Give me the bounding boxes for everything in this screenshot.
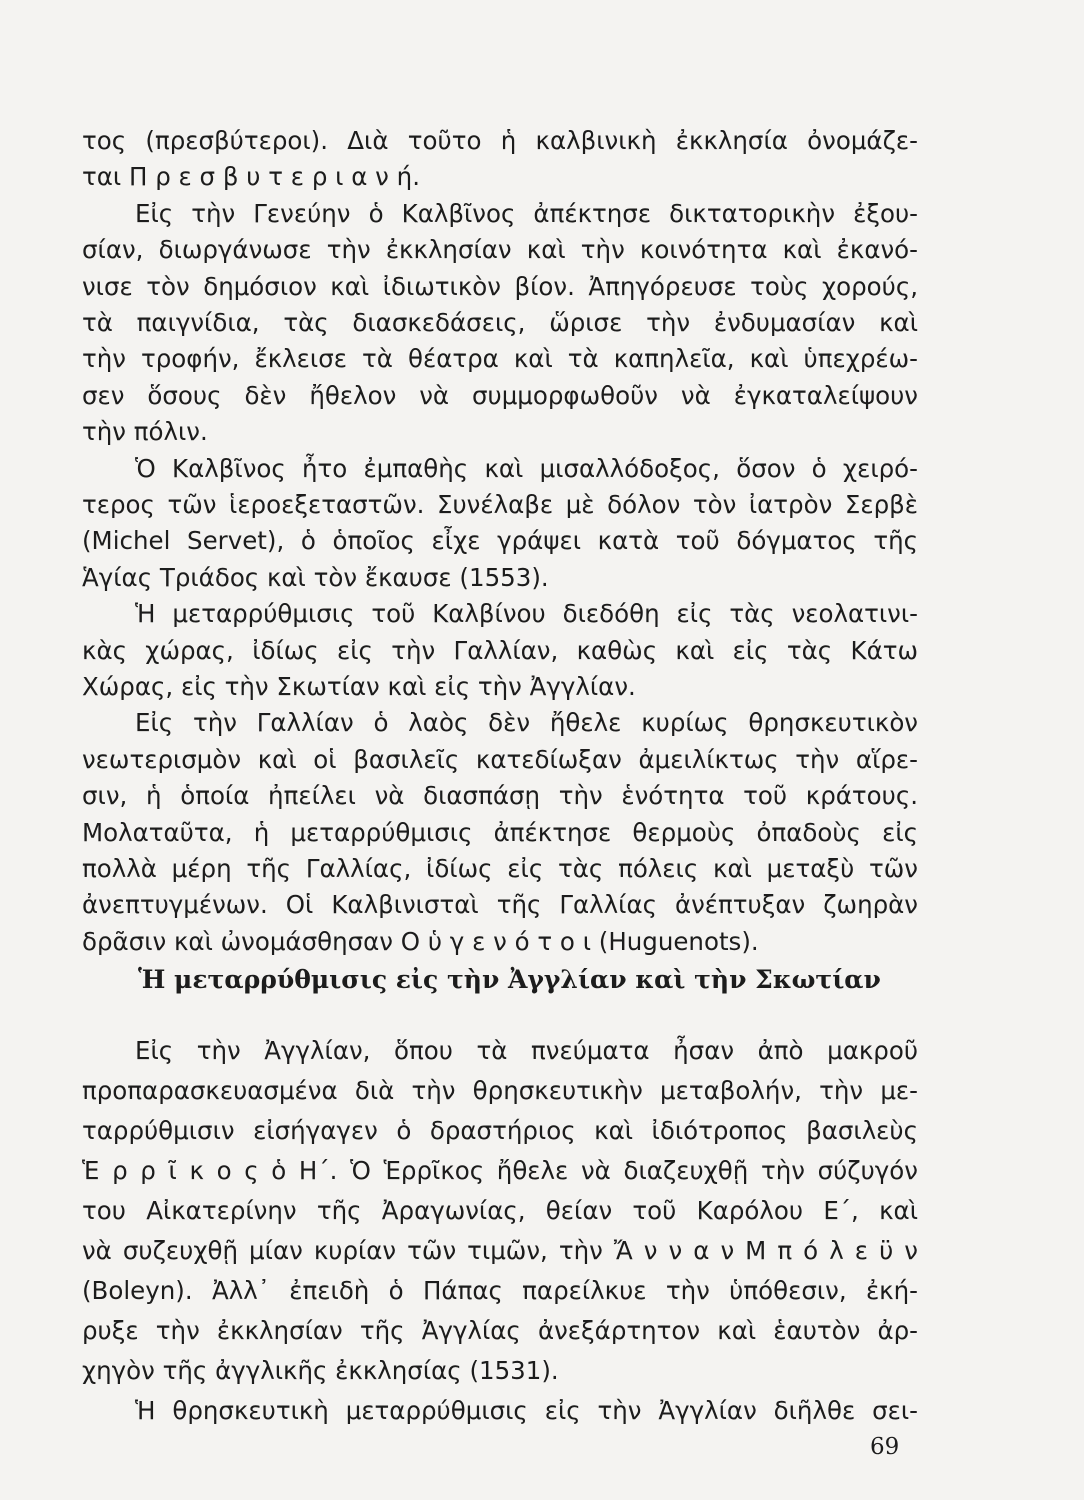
text-line: τὰ παιγνίδια, τὰς διασκεδάσεις, ὥρισε τὴν ἐνδυμασίαν καὶ xyxy=(82,308,918,337)
text-line: σίαν, διωργάνωσε τὴν ἐκκλησίαν καὶ τὴν κοινότητα καὶ ἐκανό- xyxy=(82,235,918,265)
text-line: νισε τὸν δημόσιον καὶ ἰδιωτικὸν βίον. Ἀπηγόρευσε τοὺς χορούς, xyxy=(82,271,918,301)
text-line: δρᾶσιν καὶ ὠνομάσθησαν Ο ὑ γ ε ν ό τ ο ι (Huguenots). xyxy=(82,926,759,956)
page-number: 69 xyxy=(870,1434,900,1460)
text-line: χηγὸν τῆς ἀγγλικῆς ἐκκλησίας (1531). xyxy=(82,1356,559,1385)
text-line: (Michel Servet), ὁ ὁποῖος εἶχε γράψει κατὰ τοῦ δόγματος τῆς xyxy=(82,526,918,556)
text-line: σεν ὅσους δὲν ἤθελον νὰ συμμορφωθοῦν νὰ ἐγκαταλείψουν xyxy=(82,380,918,410)
text-line: τὴν πόλιν. xyxy=(82,417,208,447)
text-line: Μολαταῦτα, ἡ μεταρρύθμισις ἀπέκτησε θερμοὺς ὀπαδοὺς εἰς xyxy=(82,817,918,847)
text-line: Ὁ Καλβῖνος ἦτο ἐμπαθὴς καὶ μισαλλόδοξος, ὅσον ὁ χειρό- xyxy=(135,453,918,483)
text-line: ταρρύθμισιν εἰσήγαγεν ὁ δραστήριος καὶ ἰδιότροπος βασιλεὺς xyxy=(82,1116,918,1145)
text-line: νὰ συζευχθῇ μίαν κυρίαν τῶν τιμῶν, τὴν Ἄ ν ν α ν Μ π ό λ ε ϋ ν xyxy=(82,1236,918,1265)
text-line: Ἡ θρησκευτικὴ μεταρρύθμισις εἰς τὴν Ἀγγλίαν διῆλθε σει- xyxy=(135,1396,918,1425)
text-line: προπαρασκευασμένα διὰ τὴν θρησκευτικὴν μεταβολήν, τὴν με- xyxy=(82,1076,918,1105)
text-line: ται Π ρ ε σ β υ τ ε ρ ι α ν ή. xyxy=(82,162,420,192)
text-line: Εἰς τὴν Γαλλίαν ὁ λαὸς δὲν ἤθελε κυρίως θρησκευτικὸν xyxy=(135,708,918,738)
text-line: πολλὰ μέρη τῆς Γαλλίας, ἰδίως εἰς τὰς πόλεις καὶ μεταξὺ τῶν xyxy=(82,854,918,883)
text-line: τὴν τροφήν, ἔκλεισε τὰ θέατρα καὶ τὰ καπηλεῖα, καὶ ὑπεχρέω- xyxy=(82,344,918,374)
text-line: Ἑ ρ ρ ῖ κ ο ς ὁ Η΄. Ὁ Ἑρρῖκος ἤθελε νὰ διαζευχθῇ τὴν σύζυγόν xyxy=(82,1156,918,1185)
text-line: νεωτερισμὸν καὶ οἱ βασιλεῖς κατεδίωξαν ἀμειλίκτως τὴν αἵρε- xyxy=(82,744,918,774)
text-line: τερος τῶν ἱεροεξεταστῶν. Συνέλαβε μὲ δόλον τὸν ἰατρὸν Σερβὲ xyxy=(82,490,918,519)
text-line: τος (πρεσβύτεροι). Διὰ τοῦτο ἡ καλβινικὴ ἐκκλησία ὀνομάζε- xyxy=(82,126,918,155)
text-line: ρυξε τὴν ἐκκλησίαν τῆς Ἀγγλίας ἀνεξάρτητον καὶ ἑαυτὸν ἀρ- xyxy=(82,1316,918,1345)
text-line: του Αἰκατερίνην τῆς Ἀραγωνίας, θείαν τοῦ Καρόλου Ε΄, καὶ xyxy=(82,1196,918,1225)
text-line: σιν, ἡ ὁποία ἠπείλει νὰ διασπάσῃ τὴν ἑνότητα τοῦ κράτους. xyxy=(82,781,918,811)
text-line: Εἰς τὴν Γενεύην ὁ Καλβῖνος ἀπέκτησε δικτατορικὴν ἐξου- xyxy=(135,198,918,228)
text-line: Ἁγίας Τριάδος καὶ τὸν ἔκαυσε (1553). xyxy=(82,562,549,592)
text-line: ἀνεπτυγμένων. Οἱ Καλβινισταὶ τῆς Γαλλίας ἀνέπτυξαν ζωηρὰν xyxy=(82,890,918,920)
section-heading: Ἡ μεταρρύθμισις εἰς τὴν Ἀγγλίαν καὶ τὴν Σκωτίαν xyxy=(138,965,881,994)
text-line: Χώρας, εἰς τὴν Σκωτίαν καὶ εἰς τὴν Ἀγγλίαν. xyxy=(82,672,636,701)
text-line: κὰς χώρας, ἰδίως εἰς τὴν Γαλλίαν, καθὼς καὶ εἰς τὰς Κάτω xyxy=(82,635,918,665)
text-line: Ἡ μεταρρύθμισις τοῦ Καλβίνου διεδόθη εἰς τὰς νεολατινι- xyxy=(135,599,918,629)
text-line: (Boleyn). Ἀλλ᾽ ἐπειδὴ ὁ Πάπας παρείλκυε τὴν ὑπόθεσιν, ἐκή- xyxy=(82,1276,918,1305)
text-line: Εἰς τὴν Ἀγγλίαν, ὅπου τὰ πνεύματα ἦσαν ἀπὸ μακροῦ xyxy=(135,1036,918,1065)
